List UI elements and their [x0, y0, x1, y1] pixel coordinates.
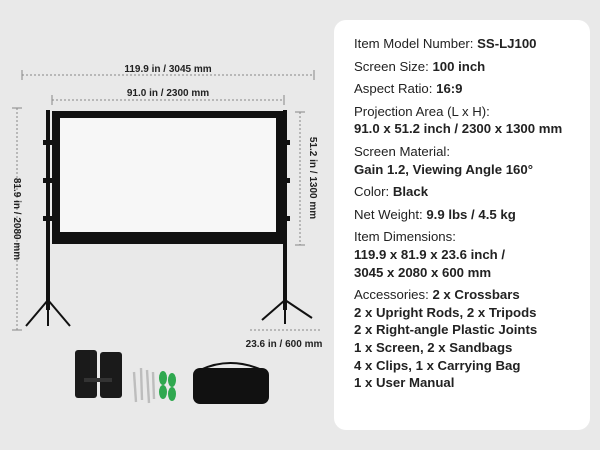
spec-aspect-ratio [354, 80, 590, 98]
depth-dimension [246, 330, 323, 350]
overall-height-label: 81.9 in / 2080 mm [11, 177, 22, 261]
spec-color-label: Color: [354, 184, 390, 200]
spec-projection-area-value: 91.0 x 51.2 inch / 2300 x 1300 mm [354, 121, 563, 137]
spec-accessory-item: 2 x Right-angle Plastic Joints [354, 322, 538, 338]
spec-model-label: Item Model Number: [354, 36, 474, 51]
spec-net-weight [354, 206, 590, 224]
spec-accessory-item: 4 x Clips, 1 x Carrying Bag [354, 357, 521, 373]
screen-height-label: 51.2 in / 1300 mm [307, 136, 318, 220]
spec-projection-area-label: Projection Area (L x H): [354, 103, 490, 119]
overall-height-dimension [11, 108, 22, 330]
spec-projection-area [354, 103, 590, 138]
accessories-illustration [75, 350, 269, 404]
spec-screen-material-label: Screen Material: [354, 143, 451, 159]
spec-item-dimensions-line2: 3045 x 2080 x 600 mm [354, 264, 492, 280]
sandbag-icon [75, 350, 122, 398]
depth-label: 23.6 in / 600 mm [245, 339, 323, 350]
screen-height-dimension [295, 112, 318, 245]
carrying-bag-icon [193, 363, 269, 404]
spec-item-dimensions [354, 228, 590, 281]
spec-screen-size [354, 58, 590, 76]
screen-surface [60, 118, 276, 232]
spec-screen-material-value: Gain 1.2, Viewing Angle 160° [354, 161, 533, 177]
spec-accessories-label: Accessories: [354, 287, 429, 303]
overall-width-label: 119.9 in / 3045 mm [124, 64, 212, 75]
spec-model [354, 35, 590, 53]
spec-color-value: Black [392, 184, 429, 200]
screen-width-label: 91.0 in / 2300 mm [126, 88, 210, 99]
screen-bottom-bar [52, 237, 283, 244]
clip-icon [159, 371, 176, 401]
spec-accessory-item: 1 x User Manual [354, 375, 455, 391]
screen-width-dimension [52, 88, 284, 105]
spec-color [354, 183, 590, 201]
spec-net-weight-value: 9.9 lbs / 4.5 kg [426, 206, 516, 222]
spec-model-value: SS-LJ100 [477, 36, 537, 51]
spec-accessory-item: 2 x Upright Rods, 2 x Tripods [354, 304, 537, 320]
spec-item-dimensions-line1: 119.9 x 81.9 x 23.6 inch / [354, 246, 506, 262]
spec-screen-material [354, 143, 590, 178]
spec-screen-size-label: Screen Size: [354, 58, 429, 74]
spec-net-weight-label: Net Weight: [354, 206, 423, 222]
spec-screen-size-value: 100 inch [432, 58, 486, 74]
spec-aspect-ratio-label: Aspect Ratio: [354, 81, 433, 97]
spec-accessory-item: 2 x Crossbars [432, 287, 520, 303]
specifications-card [334, 20, 590, 430]
spec-item-dimensions-label: Item Dimensions: [354, 229, 456, 245]
spec-accessories [354, 286, 590, 392]
stake-icon [134, 368, 154, 403]
left-tripod [26, 300, 70, 326]
overall-width-dimension [22, 64, 314, 80]
spec-accessory-item: 1 x Screen, 2 x Sandbags [354, 339, 513, 355]
spec-aspect-ratio-value: 16:9 [436, 81, 463, 97]
